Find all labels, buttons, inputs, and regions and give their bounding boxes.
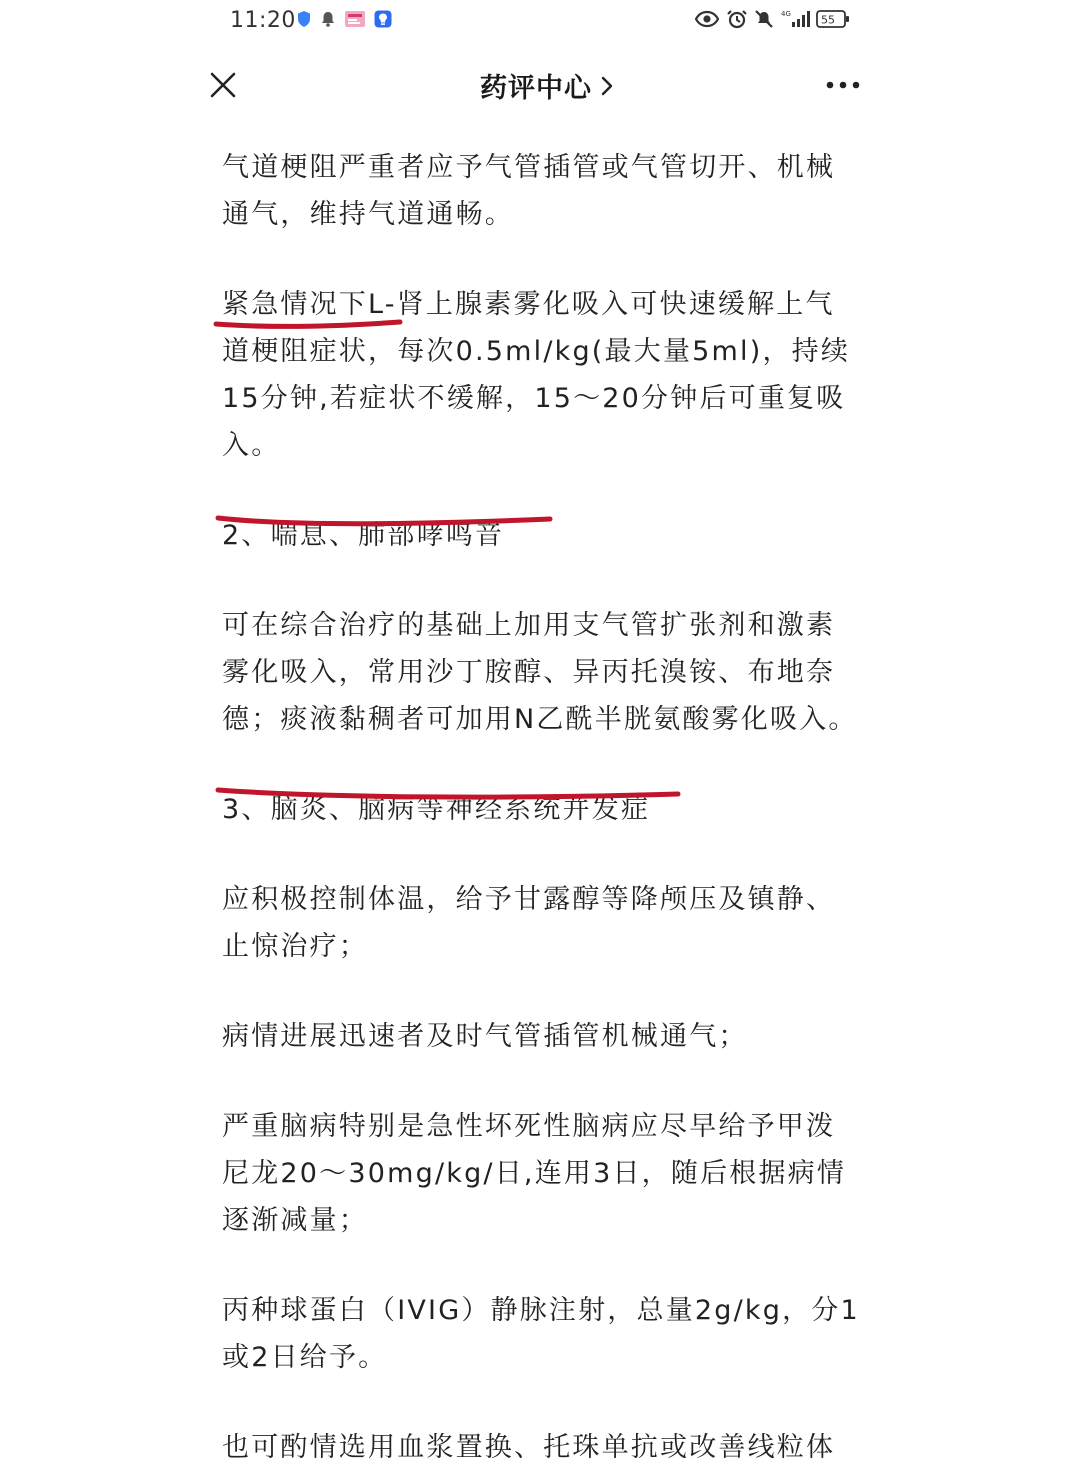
more-options-button[interactable] — [822, 72, 866, 98]
article-paragraph: 紧急情况下L-肾上腺素雾化吸入可快速缓解上气道梗阻症状，每次0.5ml/kg(最大量5ml)，持续15分钟,若症状不缓解，15～20分钟后可重复吸入。 — [222, 289, 851, 461]
article-paragraph: 病情进展迅速者及时气管插管机械通气； — [222, 1021, 748, 1052]
close-icon — [204, 66, 242, 104]
signal-icon — [780, 9, 810, 29]
section-heading: 2、喘息、肺部哮鸣音 — [222, 520, 505, 551]
status-time: 11:20 — [230, 8, 296, 33]
article-paragraph: 可在综合治疗的基础上加用支气管扩张剂和激素雾化吸入，常用沙丁胺醇、异丙托溴铵、布地奈德；痰液黏稠者可加用N乙酰半胱氨酸雾化吸入。 — [222, 610, 858, 735]
article-paragraph: 气道梗阻严重者应予气管插管或气管切开、机械通气，维持气道通畅。 — [222, 152, 836, 230]
article-paragraph: 严重脑病特别是急性坏死性脑病应尽早给予甲泼尼龙20～30mg/kg/日,连用3日，随后根据病情逐渐减量； — [222, 1111, 847, 1236]
article-paragraph: 丙种球蛋白（IVIG）静脉注射，总量2g/kg，分1或2日给予。 — [222, 1295, 860, 1373]
bulb-app-icon — [374, 10, 392, 28]
mute-icon — [754, 9, 774, 29]
close-button[interactable] — [204, 66, 242, 104]
more-dots-icon — [822, 72, 866, 98]
shield-icon — [296, 10, 312, 28]
eye-icon — [694, 10, 720, 28]
article-body — [222, 144, 862, 1471]
nav-bar — [0, 44, 1080, 128]
alarm-icon — [726, 9, 748, 29]
article-paragraph: 应积极控制体温，给予甘露醇等降颅压及镇静、止惊治疗； — [222, 884, 836, 962]
status-notification-icons — [296, 10, 392, 28]
status-bar — [0, 0, 1080, 44]
network-type-label: 4G — [781, 10, 791, 18]
app-badge-icon — [344, 10, 366, 28]
nav-title-link[interactable] — [480, 66, 614, 105]
battery-level: 55 — [821, 13, 835, 27]
status-system-icons — [694, 9, 850, 29]
article-paragraph: 也可酌情选用血浆置换、托珠单抗或改善线粒体 — [222, 1432, 836, 1463]
page-title: 药评中心 — [480, 73, 592, 104]
battery-icon — [816, 9, 850, 29]
section-heading: 3、脑炎、脑病等神经系统并发症 — [222, 794, 651, 825]
bell-notification-icon — [320, 10, 336, 28]
chevron-right-icon — [600, 75, 614, 97]
